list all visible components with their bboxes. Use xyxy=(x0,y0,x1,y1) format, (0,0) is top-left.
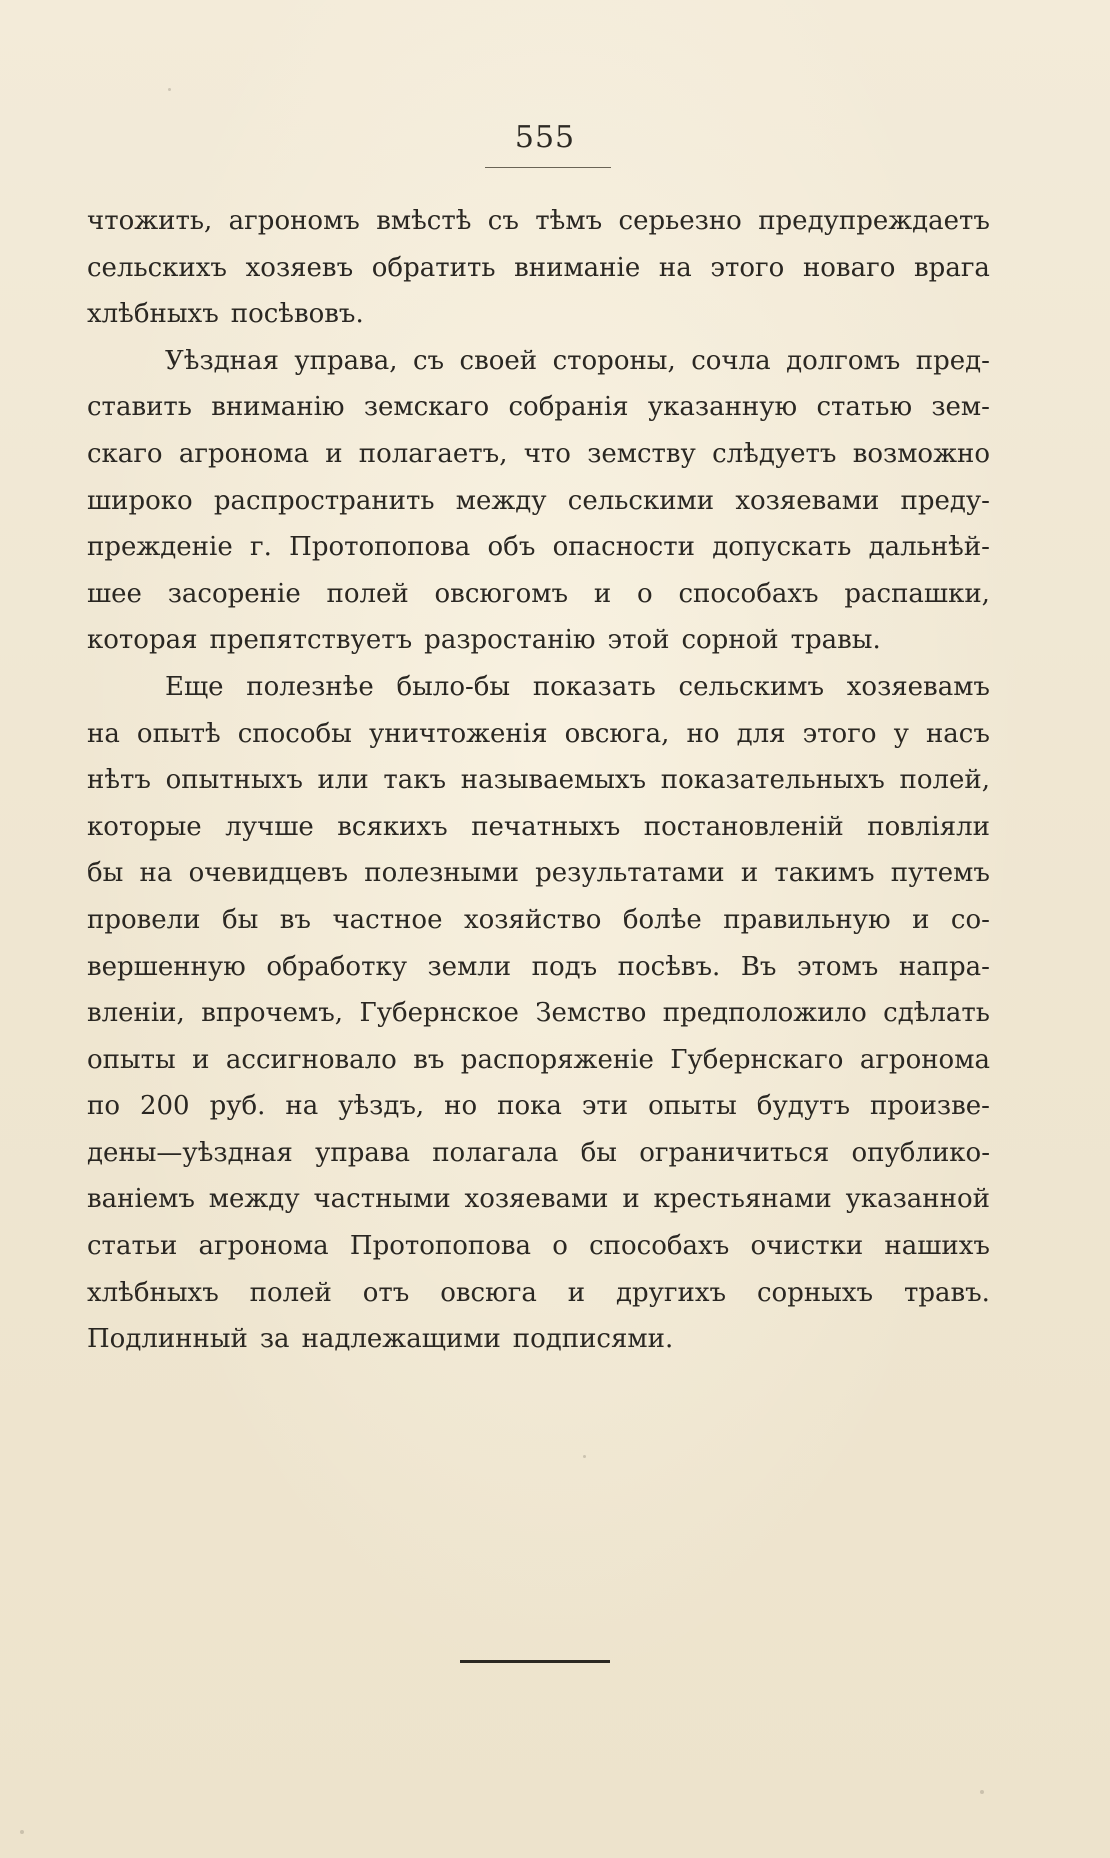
word: бы xyxy=(580,1137,617,1168)
word: хлѣбныхъ xyxy=(87,299,219,330)
paper-speck xyxy=(980,1790,984,1794)
word: земству xyxy=(587,438,696,469)
word: земскаго xyxy=(363,392,490,423)
word: Въ xyxy=(740,951,777,982)
text-line xyxy=(87,1223,990,1270)
word: препятствуетъ xyxy=(209,625,413,656)
word: агронома xyxy=(859,1044,990,1075)
word: печатныхъ xyxy=(471,811,621,842)
word: очевидцевъ xyxy=(188,858,349,889)
word: и xyxy=(622,1184,640,1215)
word: пока xyxy=(497,1091,562,1122)
word: собранія xyxy=(508,392,629,423)
word: дальнѣй- xyxy=(868,532,990,563)
word: сорныхъ xyxy=(756,1277,874,1308)
word: Протопопова xyxy=(289,532,471,563)
word: способахъ xyxy=(589,1231,730,1262)
word: новаго xyxy=(802,252,896,283)
text-line xyxy=(87,897,990,944)
word: сельскихъ xyxy=(87,252,227,283)
word: крестьянами xyxy=(653,1184,832,1215)
word: хозяевамъ xyxy=(846,671,990,702)
word: сельскимъ xyxy=(678,671,825,702)
word: управа xyxy=(315,1137,410,1168)
text-line xyxy=(87,990,990,1037)
word: но xyxy=(444,1091,478,1122)
word: Уѣздная xyxy=(165,345,279,376)
word: овсюга, xyxy=(564,718,670,749)
body-text xyxy=(87,198,990,1363)
word: Губернскаго xyxy=(670,1044,844,1075)
word: полей xyxy=(249,1277,332,1308)
word: съ xyxy=(412,345,445,376)
word: правильную xyxy=(723,904,891,935)
word: агронома xyxy=(198,1231,329,1262)
word: вмѣстѣ xyxy=(376,206,472,236)
text-line xyxy=(87,245,990,292)
text-line xyxy=(87,804,990,851)
word: тѣмъ xyxy=(535,206,603,236)
word: 200 xyxy=(139,1091,190,1122)
word: указанную xyxy=(647,392,798,423)
text-line xyxy=(87,1176,990,1223)
text-line xyxy=(87,1270,990,1317)
text-line xyxy=(87,198,990,245)
word: и xyxy=(567,1277,586,1308)
word: врага xyxy=(914,252,990,283)
text-line xyxy=(87,431,990,478)
word: этомъ xyxy=(796,951,879,982)
text-line xyxy=(87,711,990,758)
word: частными xyxy=(313,1184,451,1215)
word: посѣвовъ. xyxy=(230,299,364,330)
word: хлѣбныхъ xyxy=(87,1277,219,1308)
paper-speck xyxy=(168,88,171,91)
word: земли xyxy=(427,951,512,982)
word: обратить xyxy=(371,252,496,283)
word: ограничиться xyxy=(639,1137,830,1168)
word: полагаетъ, xyxy=(358,438,508,469)
word: засореніе xyxy=(167,578,301,609)
word: долгомъ xyxy=(786,345,901,376)
word: подъ xyxy=(531,951,598,982)
word: нѣтъ xyxy=(87,765,151,796)
word: на xyxy=(285,1091,319,1122)
word: разростанію xyxy=(424,625,596,656)
word: на xyxy=(139,858,173,889)
text-line xyxy=(87,478,990,525)
word: нашихъ xyxy=(884,1231,990,1262)
word: о xyxy=(637,578,653,609)
paper-speck xyxy=(583,1455,586,1458)
word: частное xyxy=(332,904,443,935)
word: преду- xyxy=(900,485,990,516)
word: между xyxy=(208,1184,300,1215)
word: уѣздъ, xyxy=(338,1091,425,1122)
word: всякихъ xyxy=(337,811,448,842)
word: сочла xyxy=(691,345,771,376)
word: будутъ xyxy=(756,1091,850,1122)
word: вниманіе xyxy=(514,252,641,283)
word: путемъ xyxy=(890,858,990,889)
text-line xyxy=(87,757,990,804)
word: способахъ xyxy=(678,578,819,609)
word: дены—уѣздная xyxy=(87,1137,293,1168)
word: полезнѣе xyxy=(246,671,374,702)
word: своей xyxy=(459,345,538,376)
word: г. xyxy=(249,532,272,563)
word: хозяевъ xyxy=(245,252,354,283)
word: на xyxy=(87,718,120,749)
word: подписями. xyxy=(512,1324,674,1355)
word: сельскими xyxy=(567,485,715,516)
word: объ xyxy=(487,532,536,563)
word: въ xyxy=(413,1044,445,1075)
word: чтожить, xyxy=(87,206,213,236)
word: ассигновало xyxy=(225,1044,397,1075)
text-line xyxy=(87,1037,990,1084)
word: посѣвъ. xyxy=(617,951,721,982)
word: распашки, xyxy=(844,578,990,609)
word: этого xyxy=(802,718,877,749)
word: распространить xyxy=(213,485,435,516)
text-line xyxy=(87,664,990,711)
word: насъ xyxy=(925,718,990,749)
word: опыты xyxy=(87,1044,176,1075)
word: постановленій xyxy=(643,811,844,842)
word: травъ. xyxy=(903,1277,990,1308)
word: статьи xyxy=(87,1231,178,1262)
word: очистки xyxy=(750,1231,864,1262)
word: Протопопова xyxy=(349,1231,532,1262)
word: Губернское xyxy=(359,998,519,1029)
word: провели xyxy=(87,904,201,935)
word: опытѣ xyxy=(136,718,221,749)
text-line xyxy=(87,944,990,991)
word: со- xyxy=(950,904,990,935)
word: между xyxy=(455,485,547,516)
word: зем- xyxy=(931,392,990,423)
word: показательныхъ xyxy=(660,765,885,796)
word: предупреждаетъ xyxy=(758,206,990,236)
word: и xyxy=(192,1044,210,1075)
word: полей xyxy=(326,578,409,609)
word: эти xyxy=(581,1091,629,1122)
word: результатами xyxy=(535,858,725,889)
word: овсюга xyxy=(440,1277,537,1308)
word: болѣе xyxy=(622,904,702,935)
word: и xyxy=(740,858,759,889)
word: другихъ xyxy=(615,1277,727,1308)
word: но xyxy=(686,718,720,749)
word: впрочемъ, xyxy=(201,998,344,1029)
word: стороны, xyxy=(552,345,676,376)
word: о xyxy=(552,1231,568,1262)
word: этого xyxy=(710,252,785,283)
word: надлежащими xyxy=(301,1324,501,1355)
word: широко xyxy=(87,485,193,516)
word: полезными xyxy=(364,858,519,889)
word: и xyxy=(325,438,343,469)
word: Еще xyxy=(165,671,224,702)
word: Земство xyxy=(535,998,647,1029)
word: травы. xyxy=(790,625,881,656)
text-line xyxy=(87,384,990,431)
word: бы xyxy=(221,904,259,935)
word: скаго xyxy=(87,438,163,469)
word: отъ xyxy=(362,1277,410,1308)
word: прежденіе xyxy=(87,532,233,563)
text-line xyxy=(87,1083,990,1130)
word: такъ xyxy=(383,765,447,796)
word: которая xyxy=(87,625,198,656)
word: сдѣлать xyxy=(883,998,990,1029)
word: указанной xyxy=(845,1184,990,1215)
word: и xyxy=(593,578,612,609)
word: произве- xyxy=(869,1091,990,1122)
word: полей, xyxy=(899,765,990,796)
word: статью xyxy=(816,392,913,423)
word: которые xyxy=(87,811,202,842)
word: что xyxy=(523,438,571,469)
word: способы xyxy=(237,718,352,749)
word: было-бы xyxy=(396,671,511,702)
word: опасности xyxy=(552,532,695,563)
word: показать xyxy=(532,671,656,702)
word: въ xyxy=(279,904,311,935)
word: по xyxy=(87,1091,120,1122)
word: ставить xyxy=(87,392,192,423)
word: овсюгомъ xyxy=(434,578,569,609)
word: вершенную xyxy=(87,951,246,982)
word: называемыхъ xyxy=(460,765,647,796)
word: агронома xyxy=(178,438,309,469)
word: бы xyxy=(87,858,124,889)
word: опыты xyxy=(648,1091,737,1122)
word: агрономъ xyxy=(228,206,360,236)
word: за xyxy=(259,1324,290,1355)
word: для xyxy=(736,718,786,749)
word: хозяевами xyxy=(464,1184,609,1215)
text-line xyxy=(87,571,990,618)
text-line xyxy=(87,338,990,385)
word: лучше xyxy=(225,811,314,842)
word: съ xyxy=(487,206,519,236)
word: полагала xyxy=(432,1137,559,1168)
word: у xyxy=(893,718,909,749)
word: этой xyxy=(607,625,670,656)
word: управа, xyxy=(294,345,398,376)
text-line xyxy=(87,1316,990,1363)
page-number: 555 xyxy=(514,120,576,155)
text-line xyxy=(87,1130,990,1177)
word: слѣдуетъ xyxy=(712,438,837,469)
word: опытныхъ xyxy=(165,765,303,796)
word: Подлинный xyxy=(87,1324,248,1355)
word: напра- xyxy=(898,951,990,982)
word: сорной xyxy=(681,625,779,656)
word: возможно xyxy=(852,438,990,469)
paper-speck xyxy=(20,1830,24,1834)
text-line xyxy=(87,524,990,571)
word: вленіи, xyxy=(87,998,185,1029)
word: или xyxy=(317,765,369,796)
word: вниманію xyxy=(211,392,345,423)
word: допускать xyxy=(712,532,852,563)
text-line xyxy=(87,850,990,897)
word: предположило xyxy=(662,998,867,1029)
page-number-underline xyxy=(485,167,611,168)
text-line xyxy=(87,291,990,338)
word: пред- xyxy=(915,345,990,376)
word: руб. xyxy=(209,1091,266,1122)
word: такимъ xyxy=(774,858,875,889)
word: распоряженіе xyxy=(460,1044,654,1075)
word: на xyxy=(658,252,692,283)
word: хозяйство xyxy=(463,904,602,935)
end-of-text-rule xyxy=(460,1660,610,1663)
word: ваніемъ xyxy=(87,1184,195,1215)
word: хозяевами xyxy=(735,485,880,516)
word: серьезно xyxy=(618,206,742,236)
text-line xyxy=(87,617,990,664)
word: уничтоженія xyxy=(368,718,548,749)
word: обработку xyxy=(266,951,408,982)
word: и xyxy=(912,904,930,935)
word: шее xyxy=(87,578,142,609)
word: опублико- xyxy=(851,1137,990,1168)
word: повліяли xyxy=(867,811,990,842)
